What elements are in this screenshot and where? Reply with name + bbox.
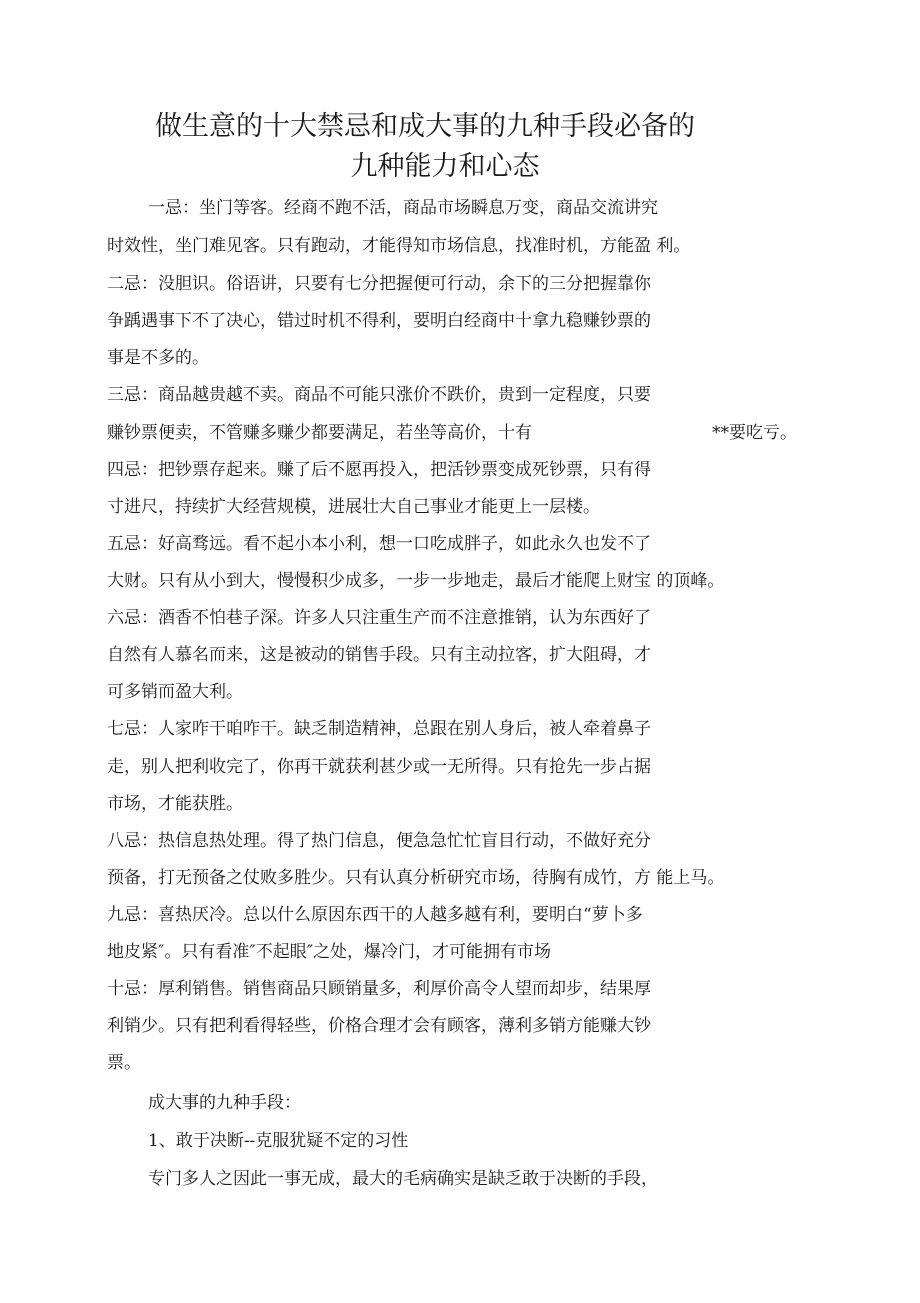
paragraph-line: 事是不多的。 — [107, 348, 209, 368]
paragraph-line: 自然有人慕名而来，这是被动的销售手段。只有主动拉客，扩大阻碍，才 — [107, 645, 651, 665]
paragraph-line: 寸进尺，持续扩大经营规模，进展壮大自己事业才能更上一层楼。 — [107, 497, 600, 517]
paragraph-line: 争踽遇事下不了决心，错过时机不得利，要明白经商中十拿九稳赚钞票的 — [107, 311, 651, 331]
paragraph-line: 八忌：热信息热处理。得了热门信息，便急急忙忙盲目行动，不做好充分 — [107, 831, 651, 851]
paragraph-line: 赚钞票便卖，不管赚多赚少都要满足，若坐等高价，十有 — [107, 423, 532, 443]
paragraph-line: 七忌：人家咋干咱咋干。缺乏制造精神，总跟在别人身后，被人牵着鼻子 — [107, 719, 651, 739]
paragraph-line: 一忌：坐门等客。经商不跑不活，商品市场瞬息万变，商品交流讲究 — [148, 198, 658, 218]
paragraph-line: 时效性，坐门难见客。只有跑动，才能得知市场信息，找准时机，方能盈 利。 — [107, 236, 691, 256]
paragraph-line: 三忌：商品越贵越不卖。商品不可能只涨价不跌价，贵到一定程度，只要 — [107, 385, 651, 405]
subsection-heading: 1、敢于决断--克服犹疑不定的习性 — [148, 1131, 409, 1151]
paragraph-line: 五忌：好高骛远。看不起小本小利，想一口吃成胖子，如此永久也发不了 — [107, 534, 651, 554]
document-title-line-2: 九种能力和心态 — [350, 151, 540, 182]
paragraph-line: 十忌：厚利销售。销售商品只顾销量多，利厚价高令人望而却步，结果厚 — [107, 979, 651, 999]
paragraph-line-tail: **要吃亏。 — [712, 423, 797, 443]
paragraph-line: 大财。只有从小到大，慢慢积少成多，一步一步地走，最后才能爬上财宝 的顶峰。 — [107, 571, 725, 591]
paragraph-line: 预备，打无预备之仗败多胜少。只有认真分析研究市场，待胸有成竹，方 能上马。 — [107, 868, 725, 888]
paragraph-line: 二忌：没胆识。俗语讲，只要有七分把握便可行动，余下的三分把握靠你 — [107, 274, 651, 294]
section-heading: 成大事的九种手段： — [148, 1093, 301, 1113]
paragraph-line: 走，别人把利收完了，你再干就获利甚少或一无所得。只有抢先一步占据 — [107, 757, 651, 777]
paragraph-line: 专门多人之因此一事无成，最大的毛病确实是缺乏敢于决断的手段， — [148, 1169, 658, 1189]
paragraph-line: 利销少。只有把利看得轻些，价格合理才会有顾客，薄利多销方能赚大钞 — [107, 1016, 651, 1036]
paragraph-line: 票。 — [107, 1053, 141, 1073]
paragraph-line: 市场，才能获胜。 — [107, 794, 243, 814]
document-title-line-1: 做生意的十大禁忌和成大事的九种手段必备的 — [155, 111, 695, 142]
paragraph-line: 可多销而盈大利。 — [107, 682, 243, 702]
paragraph-line: 九忌：喜热厌冷。总以什么原因东西干的人越多越有利，要明白“萝卜多 — [107, 905, 643, 925]
paragraph-line: 地皮紧″。只有看准″不起眼″之处，爆冷门，才可能拥有市场 — [107, 942, 552, 962]
paragraph-line: 四忌：把钞票存起来。赚了后不愿再投入，把活钞票变成死钞票，只有得 — [107, 460, 651, 480]
paragraph-line: 六忌：酒香不怕巷子深。许多人只注重生产而不注意推销，认为东西好了 — [107, 608, 651, 628]
